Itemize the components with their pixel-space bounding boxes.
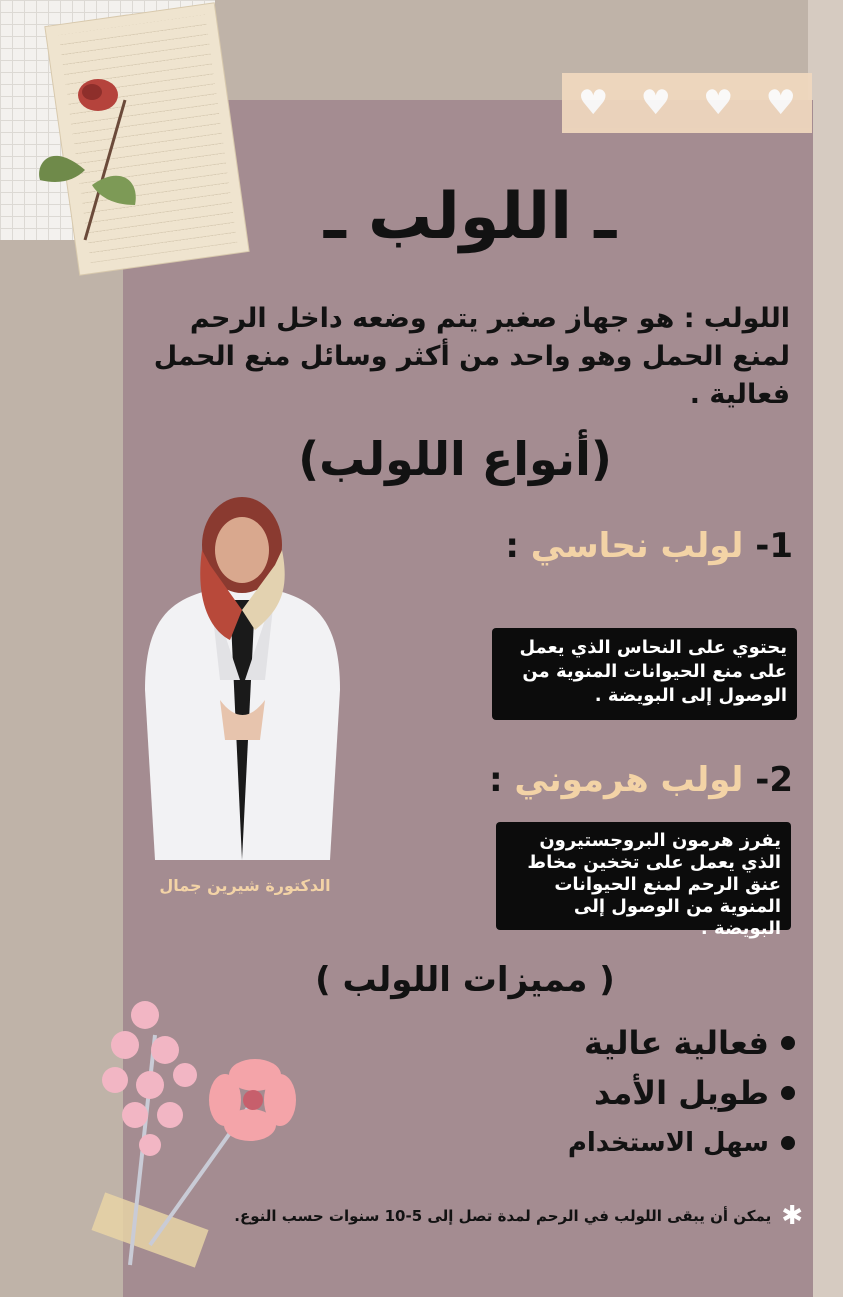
- heart-icon: ♥: [578, 83, 609, 123]
- heart-icon: ♥: [640, 83, 671, 123]
- flower-icon: [90, 995, 320, 1285]
- footnote: [234, 1203, 803, 1229]
- rose-icon: [30, 70, 150, 250]
- feature-label: فعالية عالية: [583, 1024, 769, 1062]
- types-heading: (أنواع اللولب): [298, 432, 612, 486]
- heart-icon: ♥: [703, 83, 734, 123]
- copper-description-box: يحتوي على النحاس الذي يعمل على منع الحيوانات المنوية من الوصول إلى البويضة .: [492, 628, 797, 720]
- doctor-photo: [140, 490, 345, 860]
- list-item: [568, 1118, 795, 1168]
- type-colon: :: [488, 760, 503, 800]
- list-item: [568, 1068, 795, 1118]
- type-heading-hormonal: [489, 760, 793, 800]
- type-heading-copper: [505, 526, 793, 566]
- features-list: [568, 1018, 795, 1168]
- asterisk-icon: ✱: [781, 1201, 803, 1231]
- background-strip: [808, 0, 843, 1297]
- list-item: [568, 1018, 795, 1068]
- type-number: 1-: [755, 526, 793, 566]
- type-name: لولب نحاسي: [530, 526, 744, 566]
- heart-icon: ♥: [765, 83, 796, 123]
- footnote-text: يمكن أن يبقى اللولب في الرحم لمدة تصل إلى 5-10 سنوات حسب النوع.: [234, 1207, 772, 1225]
- intro-paragraph: اللولب : هو جهاز صغير يتم وضعه داخل الرحم لمنع الحمل وهو واحد من أكثر وسائل منع الحمل فعالية .: [153, 303, 790, 410]
- type-number: 2-: [755, 760, 793, 800]
- hormonal-description-box: يفرز هرمون البروجستيرون الذي يعمل على تخخين مخاط عنق الرحم لمنع الحيوانات المنوية من الوصول إلى البويضة .: [496, 822, 791, 930]
- bullet-icon: [781, 1136, 795, 1150]
- feature-label: طويل الأمد: [593, 1074, 769, 1112]
- page-title: ـ اللولب ـ: [323, 180, 617, 254]
- doctor-name: الدكتورة شيرين جمال: [159, 876, 331, 895]
- bullet-icon: [781, 1036, 795, 1050]
- features-heading: ( مميزات اللولب ): [315, 960, 615, 1000]
- type-colon: :: [505, 526, 519, 566]
- type-name: لولب هرموني: [514, 760, 744, 800]
- bullet-icon: [781, 1086, 795, 1100]
- feature-label: سهل الاستخدام: [567, 1128, 769, 1158]
- heart-tape-decoration: [562, 73, 812, 133]
